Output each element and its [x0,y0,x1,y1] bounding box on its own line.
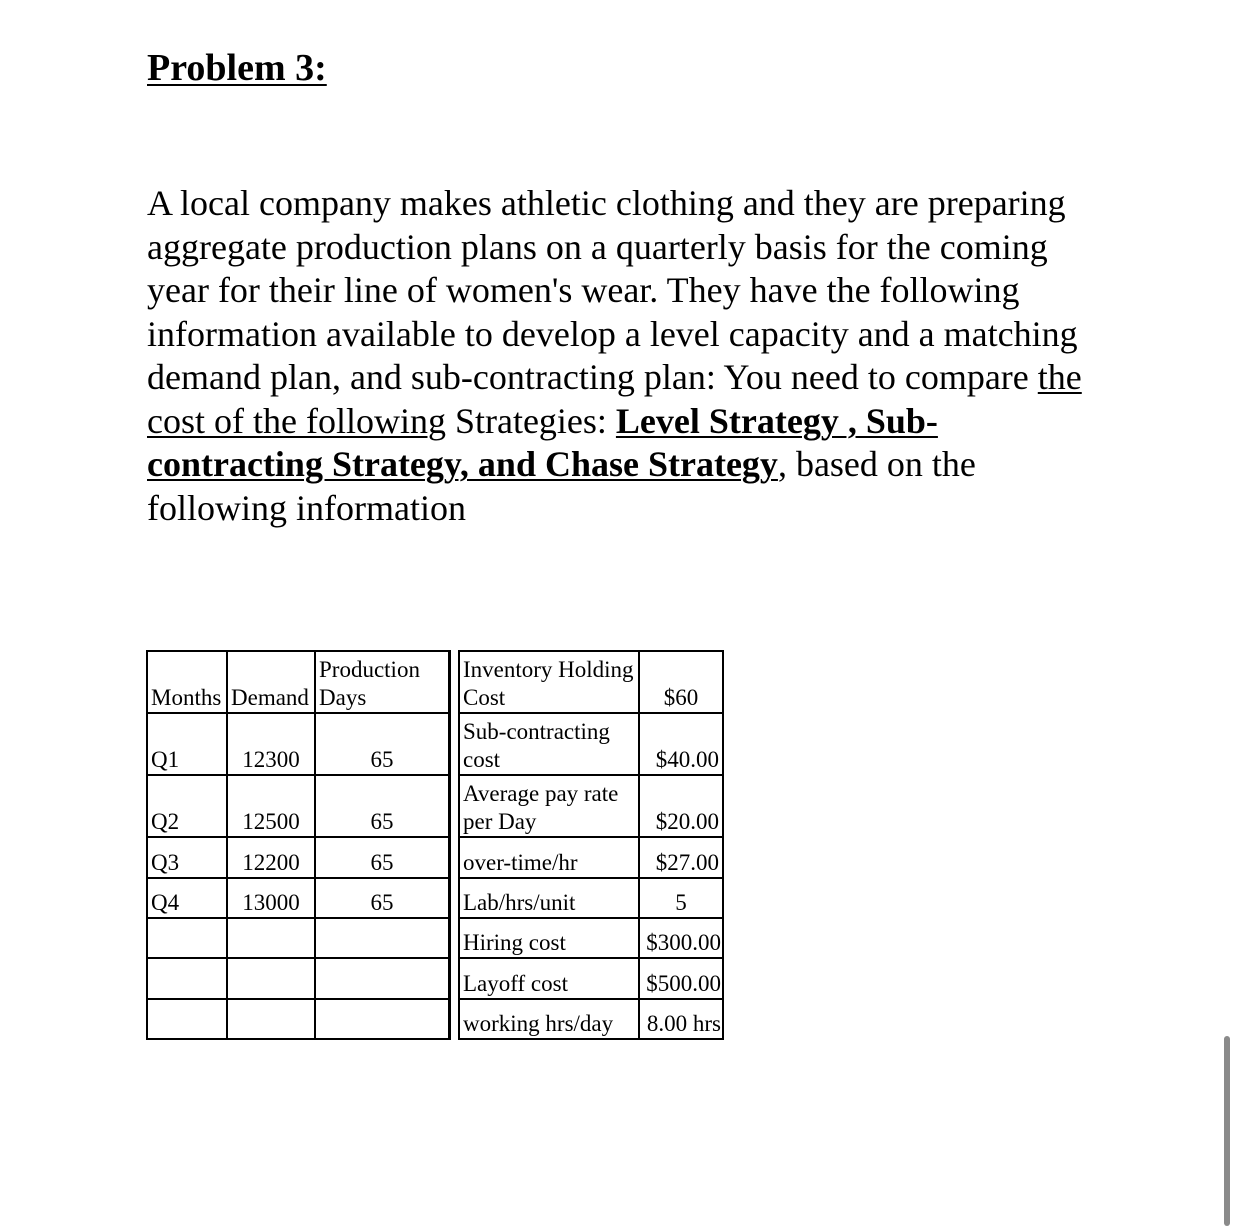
table-header-row [147,651,449,713]
table-row [459,713,723,775]
statement-underlined: the cost of the following [147,357,1082,441]
demand-cell: 12500 [227,775,315,837]
cost-value: $27.00 [639,837,723,878]
cost-value: $300.00 [639,918,723,958]
table-row [459,918,723,958]
quarter-cell: Q2 [147,775,227,837]
cost-label: Sub-contracting cost [459,713,639,775]
vertical-scrollbar[interactable] [1224,1036,1230,1226]
strategies-list: Level Strategy , Sub-contracting Strategy, and Chase Strategy [147,400,938,484]
table-row [459,651,723,713]
demand-cell: 12200 [227,837,315,878]
header-months: Months [147,651,227,713]
table-row [459,958,723,999]
table-row [459,999,723,1039]
cost-label: Lab/hrs/unit [459,878,639,918]
empty-row [147,999,449,1039]
cost-value: $20.00 [639,775,723,837]
problem-title: Problem 3: [147,47,327,89]
statement-text-3: , based on the following information [147,444,976,528]
table-row [147,837,449,878]
cost-label: Layoff cost [459,958,639,999]
header-demand: Demand [227,651,315,713]
cost-label: Hiring cost [459,918,639,958]
cost-label: working hrs/day [459,999,639,1039]
empty-row [147,918,449,958]
table-row [147,713,449,775]
problem-statement [147,182,1107,530]
quarter-cell: Q1 [147,713,227,775]
table-divider [449,650,451,1040]
cost-label: over-time/hr [459,837,639,878]
cost-table [458,650,724,1040]
cost-value: 8.00 hrs [639,999,723,1039]
cost-value: 5 [639,878,723,918]
quarter-cell: Q3 [147,837,227,878]
demand-cell: 13000 [227,878,315,918]
days-cell: 65 [315,837,449,878]
demand-cell: 12300 [227,713,315,775]
statement-text: A local company makes athletic clothing and they are preparing aggregate production plans on a quarterly basis for the coming year for their line of women's wear. They have the following information available to develop a level capacity and a matching demand plan, and sub-contracting plan: You need to compare [147,183,1078,397]
days-cell: 65 [315,878,449,918]
days-cell: 65 [315,775,449,837]
empty-row [147,958,449,999]
cost-label: Inventory Holding Cost [459,651,639,713]
cost-value: $500.00 [639,958,723,999]
cost-value: $60 [639,651,723,713]
table-row [147,775,449,837]
header-production-days: Production Days [315,651,449,713]
quarter-cell: Q4 [147,878,227,918]
cost-value: $40.00 [639,713,723,775]
table-row [459,775,723,837]
table-row [459,878,723,918]
demand-table [146,650,450,1040]
table-row [147,878,449,918]
cost-label: Average pay rate per Day [459,775,639,837]
table-row [459,837,723,878]
statement-text-2: Strategies: [445,400,616,441]
days-cell: 65 [315,713,449,775]
